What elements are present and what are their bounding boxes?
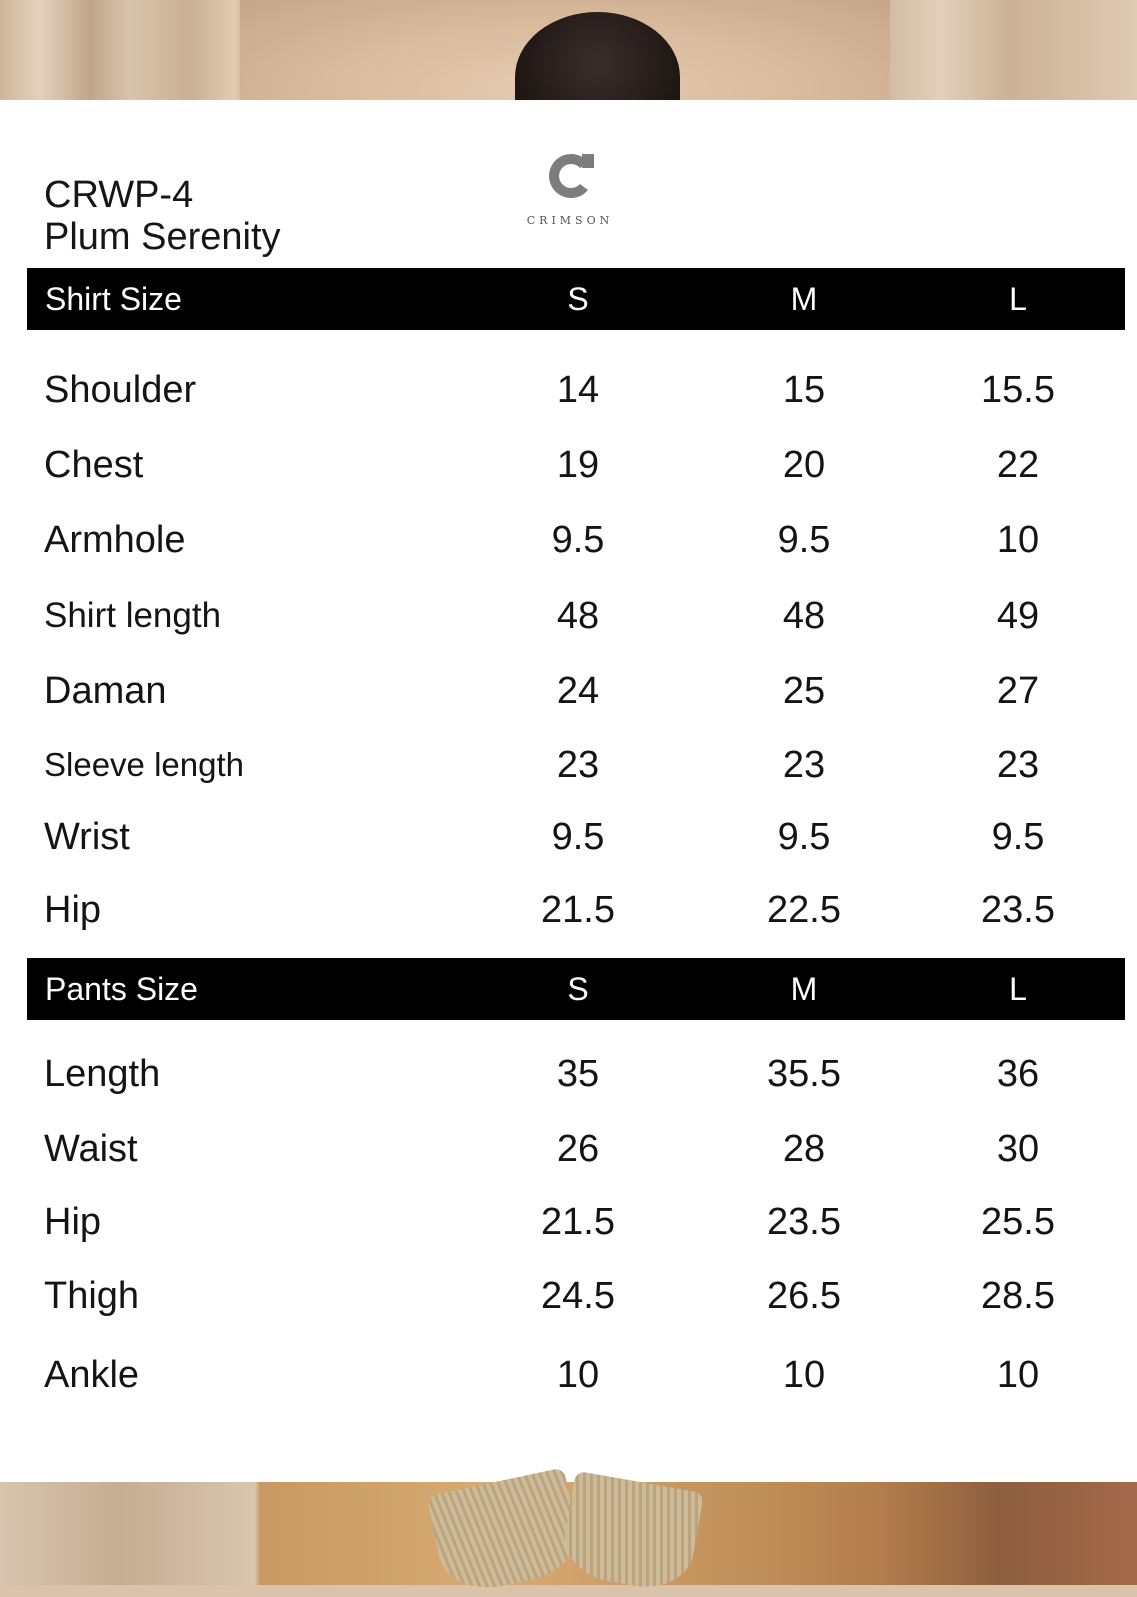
- row-label: Daman: [44, 670, 167, 712]
- value-s: 9.5: [551, 816, 605, 858]
- row-label: Sleeve length: [44, 746, 244, 783]
- value-l: 49: [996, 595, 1040, 637]
- value-m: 22.5: [767, 889, 841, 931]
- value-s: 9.5: [551, 519, 605, 561]
- background-photo-bottom: [0, 1482, 1137, 1585]
- size-m-heading: M: [790, 971, 818, 1007]
- table-row: [0, 880, 1137, 940]
- crimson-c-logo-icon: [542, 148, 598, 204]
- brand-wordmark: CRIMSON: [526, 214, 614, 227]
- value-l: 15.5: [981, 369, 1055, 411]
- row-label: Armhole: [44, 519, 186, 561]
- value-m: 15: [782, 369, 826, 411]
- value-l: 25.5: [981, 1201, 1055, 1243]
- product-name: Plum Serenity: [44, 216, 281, 258]
- size-chart-card: [0, 100, 1137, 1482]
- value-l: 23: [996, 744, 1040, 786]
- table-row: [0, 1345, 1137, 1405]
- value-s: 21.5: [541, 1201, 615, 1243]
- value-m: 28: [782, 1128, 826, 1170]
- value-s: 19: [556, 444, 600, 486]
- table-row: [0, 435, 1137, 495]
- row-label: Wrist: [44, 816, 130, 858]
- photo-shoe-right: [558, 1471, 704, 1595]
- table-row: [0, 661, 1137, 721]
- brand-logo: [515, 148, 625, 238]
- photo-shoe-left: [427, 1467, 585, 1597]
- value-s: 14: [556, 369, 600, 411]
- table-row: [0, 807, 1137, 867]
- value-s: 23: [556, 744, 600, 786]
- value-m: 48: [782, 595, 826, 637]
- value-s: 48: [556, 595, 600, 637]
- table-row: [0, 1192, 1137, 1252]
- table-row: [0, 1266, 1137, 1326]
- size-s-heading: S: [567, 971, 589, 1007]
- row-label: Hip: [44, 1201, 102, 1243]
- shirt-size-header: [27, 268, 1125, 330]
- value-s: 10: [556, 1354, 600, 1396]
- background-photo-top: [0, 0, 1137, 100]
- value-m: 35.5: [767, 1053, 841, 1095]
- value-m: 23.5: [767, 1201, 841, 1243]
- pants-size-header: [27, 958, 1125, 1020]
- row-label: Thigh: [44, 1275, 140, 1317]
- value-s: 24: [556, 670, 600, 712]
- value-m: 26.5: [767, 1275, 841, 1317]
- row-label: Ankle: [44, 1354, 140, 1396]
- size-l-heading: L: [1009, 281, 1027, 317]
- value-l: 23.5: [981, 889, 1055, 931]
- row-label: Length: [44, 1053, 161, 1095]
- value-m: 9.5: [777, 519, 831, 561]
- table-row: [0, 735, 1137, 795]
- value-l: 22: [996, 444, 1040, 486]
- value-m: 10: [782, 1354, 826, 1396]
- pants-size-label: Pants Size: [45, 971, 198, 1007]
- value-m: 20: [782, 444, 826, 486]
- size-m-heading: M: [790, 281, 818, 317]
- value-s: 26: [556, 1128, 600, 1170]
- value-l: 30: [996, 1128, 1040, 1170]
- value-m: 23: [782, 744, 826, 786]
- value-m: 25: [782, 670, 826, 712]
- table-row: [0, 1119, 1137, 1179]
- size-l-heading: L: [1009, 971, 1027, 1007]
- row-label: Chest: [44, 444, 144, 486]
- row-label: Waist: [44, 1128, 138, 1170]
- value-s: 21.5: [541, 889, 615, 931]
- table-row: [0, 510, 1137, 570]
- product-code: CRWP-4: [44, 174, 194, 216]
- shirt-size-label: Shirt Size: [45, 281, 182, 317]
- value-m: 9.5: [777, 816, 831, 858]
- value-s: 24.5: [541, 1275, 615, 1317]
- row-label: Hip: [44, 889, 102, 931]
- table-row: [0, 360, 1137, 420]
- value-l: 28.5: [981, 1275, 1055, 1317]
- row-label: Shirt length: [44, 596, 222, 635]
- value-l: 10: [996, 1354, 1040, 1396]
- value-l: 10: [996, 519, 1040, 561]
- size-s-heading: S: [567, 281, 589, 317]
- table-row: [0, 1044, 1137, 1104]
- value-l: 27: [996, 670, 1040, 712]
- table-row: [0, 586, 1137, 646]
- row-label: Shoulder: [44, 369, 197, 411]
- value-s: 35: [556, 1053, 600, 1095]
- value-l: 9.5: [991, 816, 1045, 858]
- value-l: 36: [996, 1053, 1040, 1095]
